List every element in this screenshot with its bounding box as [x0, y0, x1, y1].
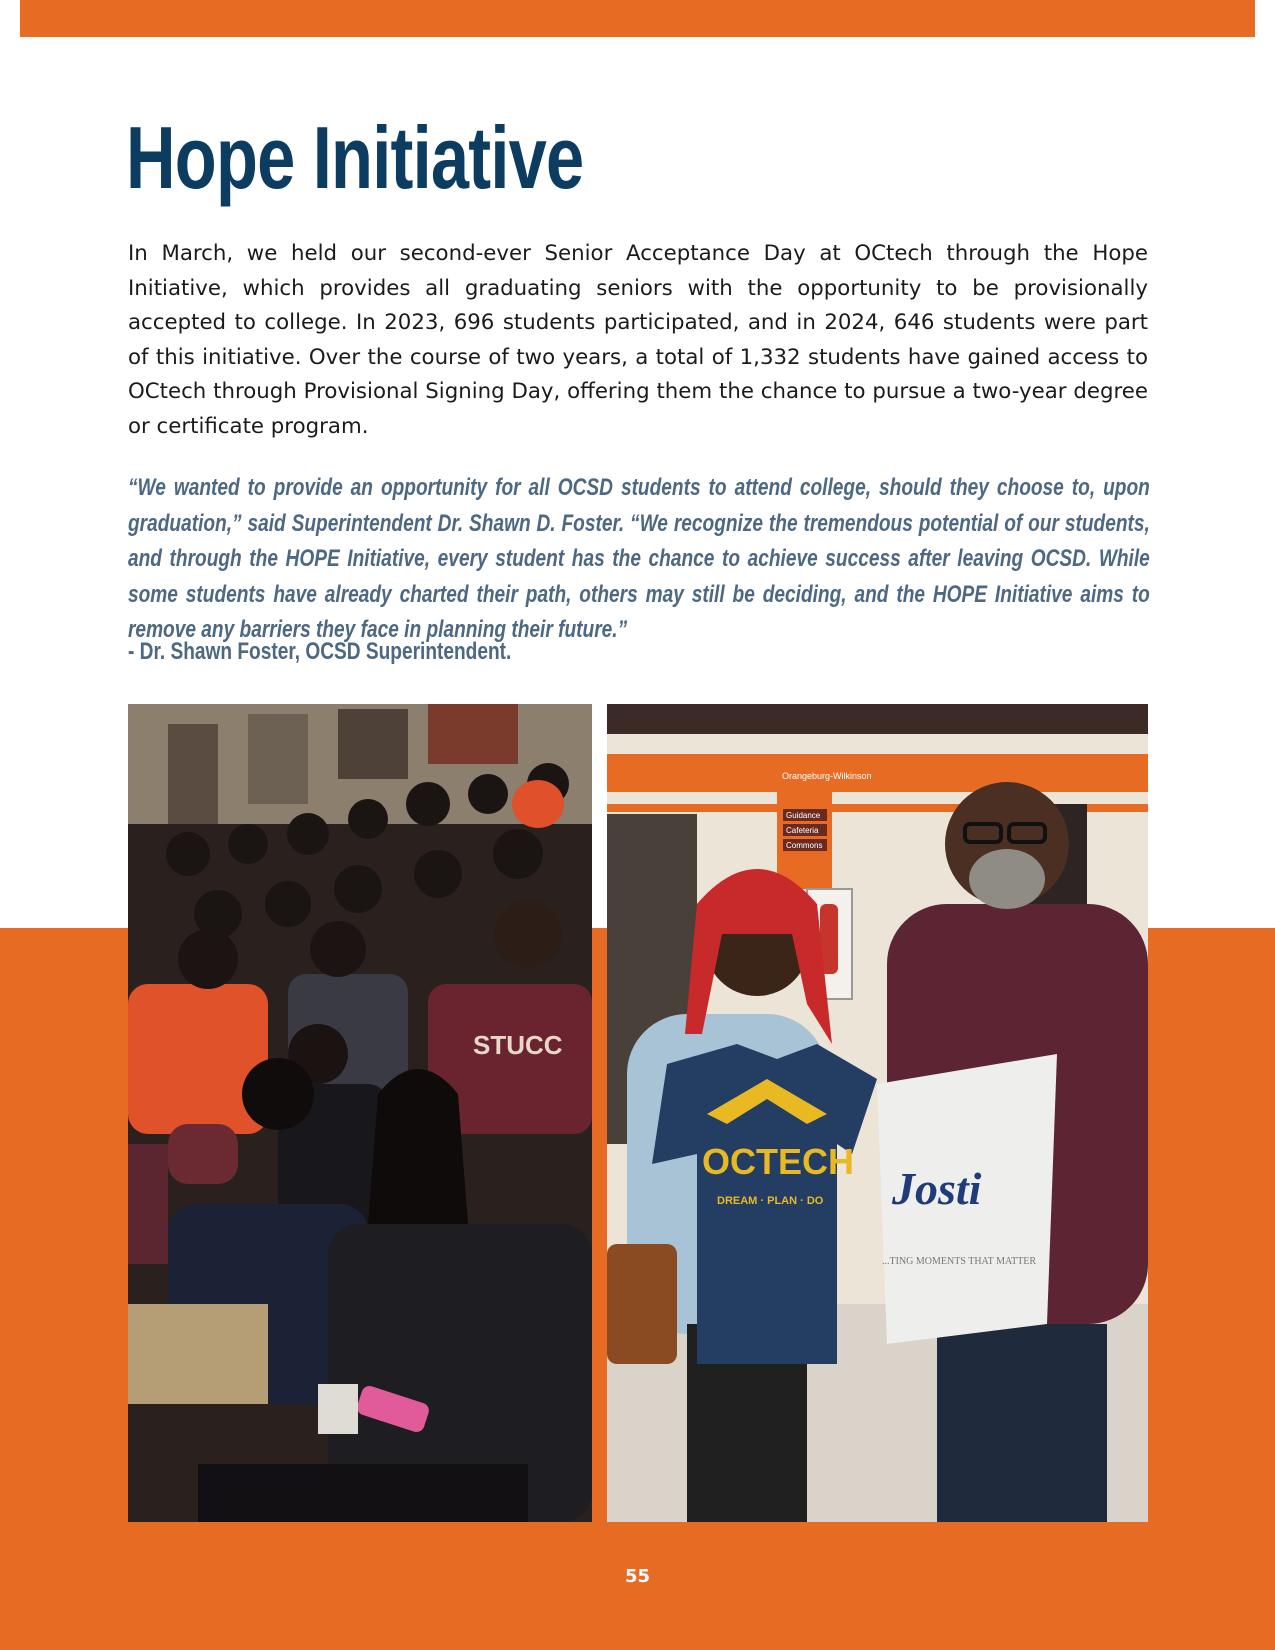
- svg-text:...TING MOMENTS THAT MATTER: ...TING MOMENTS THAT MATTER: [882, 1256, 1037, 1267]
- svg-text:Josti: Josti: [892, 1163, 982, 1214]
- body-paragraph: In March, we held our second-ever Senior Acceptance Day at OCtech through the Hope Initiative, which provides all graduating seniors with the opportunity to be provisionally accepted to college. In 2023, 696 students participated, and in 2024, 646 students were part of this initiative. Over the course of two years, a total of 1,332 students have gained access to OCtech through Provisional Signing Day, offering them the chance to pursue a two-year degree or certificate program.: [128, 241, 1148, 439]
- top-accent-bar: [20, 0, 1255, 37]
- svg-text:Cafeteria: Cafeteria: [786, 826, 819, 835]
- svg-text:STUCC: STUCC: [473, 1030, 563, 1060]
- page-number: 55: [624, 1566, 651, 1587]
- svg-text:OCTECH: OCTECH: [702, 1141, 854, 1182]
- photo-students-auditorium: [128, 704, 592, 1522]
- auditorium-illustration: [128, 704, 592, 1522]
- quote-attribution: - Dr. Shawn Foster, OCSD Superintendent.: [128, 638, 512, 665]
- svg-text:DREAM · PLAN · DO: DREAM · PLAN · DO: [717, 1195, 824, 1207]
- page-title: Hope Initiative: [126, 108, 584, 207]
- shirt-presentation-illustration: [607, 704, 1148, 1522]
- superintendent-quote: “We wanted to provide an opportunity for all OCSD students to attend college, should they choose to, upon graduation,” said Superintendent Dr. Shawn D. Foster. “We recognize the tremendous potential of our students, and through the HOPE Initiative, every student has the chance to achieve success after leaving OCSD. While some students have already charted their path, others may still be deciding, and the HOPE Initiative aims to remove any barriers they face in planning their future.”: [128, 474, 1150, 643]
- photo-student-octech-shirt: [607, 704, 1148, 1522]
- svg-text:Guidance: Guidance: [786, 811, 821, 820]
- svg-text:Commons: Commons: [786, 841, 823, 850]
- svg-text:Orangeburg-Wilkinson: Orangeburg-Wilkinson: [782, 771, 872, 781]
